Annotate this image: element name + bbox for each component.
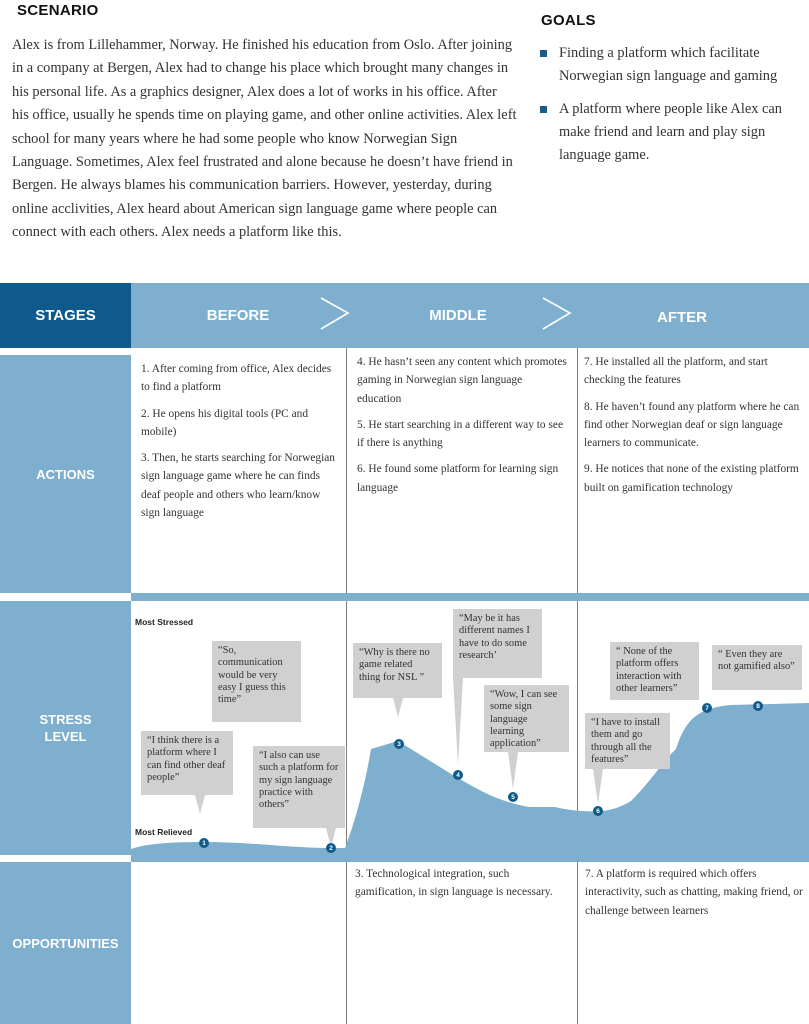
callout-pointer xyxy=(593,769,603,804)
stress-quote-4: “May be it has different names I have to do some research’ xyxy=(453,609,542,678)
stress-quote-6: “I have to install them and go through all the features” xyxy=(585,713,670,769)
actions-after xyxy=(584,353,806,505)
stage-middle: MIDDLE xyxy=(429,307,487,324)
stress-quote-8: “ Even they are not gamified also” xyxy=(712,645,802,690)
callout-pointer xyxy=(393,698,403,717)
actions-before xyxy=(141,360,341,530)
scenario-heading: SCENARIO xyxy=(17,2,99,19)
action-item: 9. He notices that none of the existing platform built on gamification technology xyxy=(584,463,799,494)
action-item: 8. He haven’t found any platform where he can find other Norwegian deaf or sign language learners to communicate. xyxy=(584,400,800,450)
row-divider xyxy=(131,855,809,862)
stress-quote-7: “ None of the platform offers interaction with other learners” xyxy=(610,642,699,700)
square-bullet-icon xyxy=(540,106,547,113)
action-item: 6. He found some platform for learning sign language xyxy=(357,463,559,494)
action-item: 1. After coming from office, Alex decides to find a platform xyxy=(141,363,332,394)
most-stressed-label: Most Stressed xyxy=(135,617,194,627)
chevron-right-icon xyxy=(540,296,574,332)
stress-quote-5: “Wow, I can see some sign language learning application” xyxy=(484,685,569,752)
action-item: 2. He opens his digital tools (PC and mobile) xyxy=(141,407,309,438)
row-divider xyxy=(131,593,809,601)
action-item: 5. He start searching in a different way to see if there is anything xyxy=(357,418,564,450)
stress-quote-2: “I also can use such a platform for my sign language practice with others” xyxy=(253,746,345,828)
chevron-right-icon xyxy=(318,296,352,332)
stage-before: BEFORE xyxy=(206,307,270,324)
goal-text: Finding a platform which facilitate Norwegian sign language and gaming xyxy=(559,45,778,84)
goals-list xyxy=(540,42,795,177)
stress-marker-8: 8 xyxy=(753,701,763,711)
callout-pointer xyxy=(508,752,518,789)
actions-middle xyxy=(357,353,569,505)
stress-quote-3: “Why is there no game related thing for NSL ” xyxy=(353,643,442,698)
goals-heading: GOALS xyxy=(541,12,596,29)
callout-pointer xyxy=(453,678,463,765)
stress-marker-5: 5 xyxy=(508,792,518,802)
stress-level-label xyxy=(0,601,131,855)
stage-after: AFTER xyxy=(657,309,707,326)
stress-marker-4: 4 xyxy=(453,770,463,780)
stress-marker-7: 7 xyxy=(702,703,712,713)
stress-marker-1: 1 xyxy=(199,838,209,848)
goal-item xyxy=(540,98,795,167)
opportunities-label: OPPORTUNITIES xyxy=(0,862,131,1024)
actions-label: ACTIONS xyxy=(0,355,131,593)
stress-marker-6: 6 xyxy=(593,806,603,816)
stress-label-line2: LEVEL xyxy=(44,729,87,744)
goal-item xyxy=(540,42,795,88)
action-item: 4. He hasn’t seen any content which promotes gaming in Norwegian sign language education xyxy=(357,356,567,405)
stress-marker-2: 2 xyxy=(326,843,336,853)
action-item: 7. He installed all the platform, and start checking the features xyxy=(584,356,768,387)
stages-label: STAGES xyxy=(0,283,131,348)
opportunity-middle: 3. Technological integration, such gamification, in sign language is necessary. xyxy=(355,868,553,899)
scenario-text: Alex is from Lillehammer, Norway. He finished his education from Oslo. After joining in a company at Bergen, Alex had to change his place which brought many changes in his personal life. As a graphics designer, Alex does a lot of works in his office. After his office, usually he spends time on playing game, and other online activities. Alex left school for many years where he had some people who know Norwegian Sign Language. Sometimes, Alex feel frustrated and alone because he doesn’t have friend in Bergen. He always blames his communication barriers. However, yesterday, during online acclivities, Alex heard about American sign language game where people can connect with each others. Alex needs a platform like this. xyxy=(12,37,517,241)
square-bullet-icon xyxy=(540,50,547,57)
opportunity-after: 7. A platform is required which offers interactivity, such as chatting, making friend, or challenge between learners xyxy=(585,868,803,917)
action-item: 3. Then, he starts searching for Norwegian sign language game where he can finds deaf people and others who learn/know sign language xyxy=(141,452,336,520)
stress-marker-3: 3 xyxy=(394,739,404,749)
goal-text: A platform where people like Alex can make friend and learn and play sign language game. xyxy=(559,101,782,163)
stress-quote-1b: “So, communication would be very easy I guess this time” xyxy=(212,641,301,722)
most-relieved-label: Most Relieved xyxy=(135,827,193,837)
stress-label-line1: STRESS xyxy=(39,712,92,727)
stress-quote-1: “I think there is a platform where I can find other deaf people” xyxy=(141,731,233,795)
callout-pointer xyxy=(195,795,205,814)
